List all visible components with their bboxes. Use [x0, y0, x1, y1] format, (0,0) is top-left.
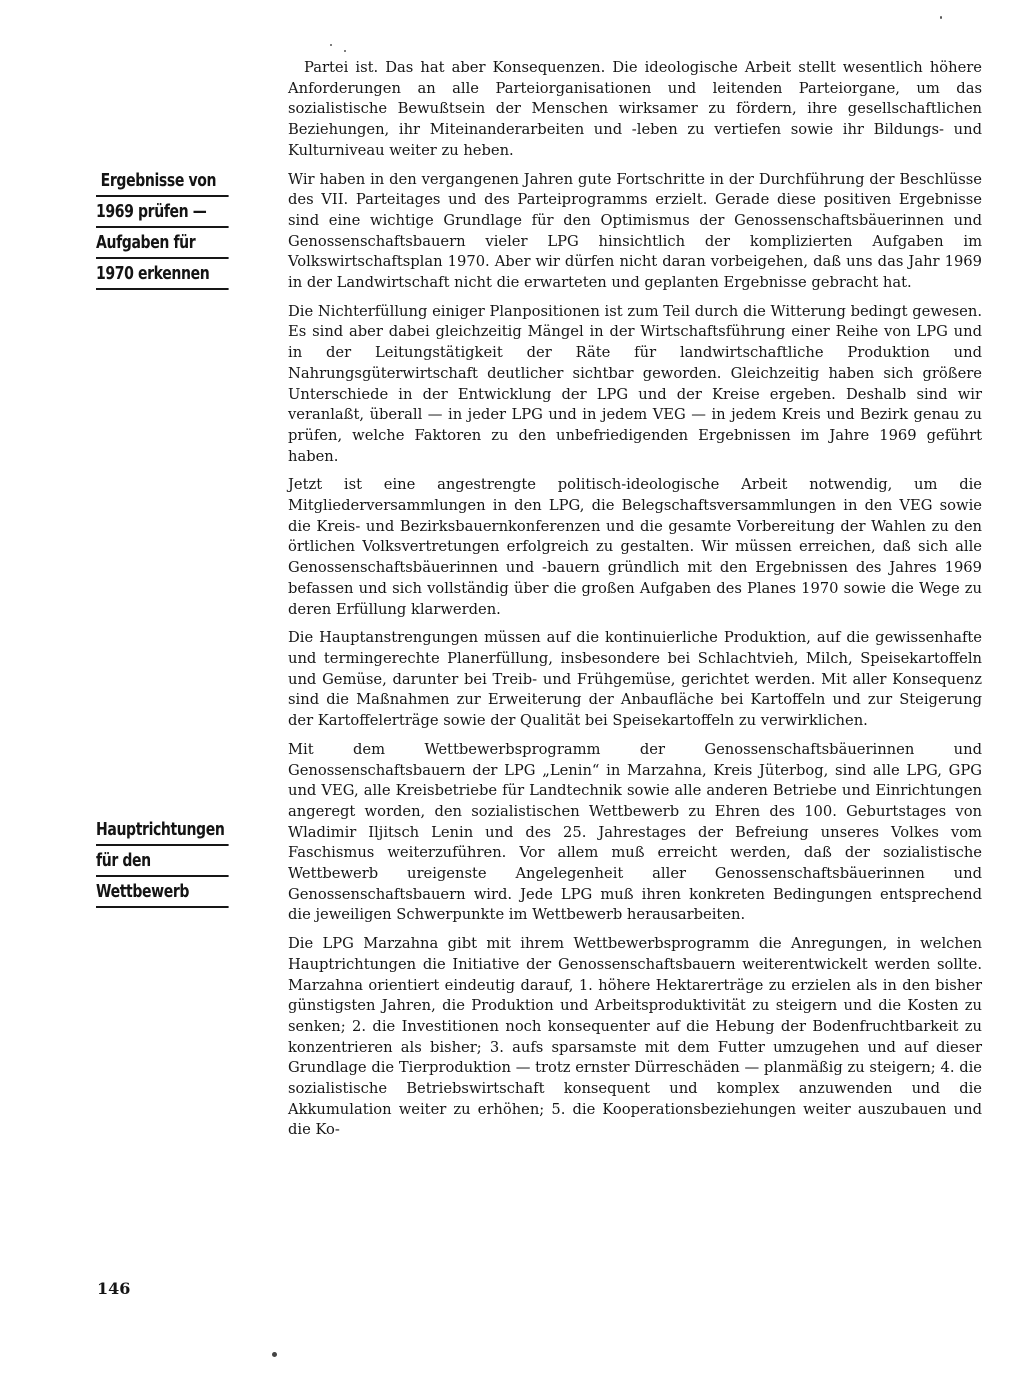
heading-line: Hauptrichtungen [96, 819, 229, 846]
paragraph: Partei ist. Das hat aber Konsequenzen. Die ideologische Arbeit stellt wesentlich höhere Anforderungen an alle Parteiorganisationen und leitenden Parteiorgane, um das sozialistische Bewußtsein der Menschen wirksamer zu fördern, ihre gesellschaftlichen Beziehungen, ihr Miteinanderarbeiten und -leben zu vertiefen sowie ihr Bildungs- und Kulturniveau weiter zu heben. [288, 59, 982, 159]
heading-line: Ergebnisse von [96, 170, 229, 197]
paragraph: Mit dem Wettbewerbsprogramm der Genossenschaftsbäuerinnen und Genossenschaftsbauern der LPG „Lenin“ in Marzahna, Kreis Jüterbog, sind alle LPG, GPG und VEG, alle Kreisbetriebe für Landtechnik sowie alle anderen Betriebe und Einrichtungen angeregt worden, den sozialistischen Wettbewerb zu Ehren des 100. Geburtstages von Wladimir Iljitsch Lenin und des 25. Jahrestages der Befreiung unseres Volkes vom Faschismus weiterzuführen. Vor allem muß erreicht werden, daß der sozialistische Wettbewerb ureigenste Angelegenheit aller Genossenschaftsbäuerinnen und Genossenschaftsbauern wird. Jede LPG muß ihren konkreten Bedingungen entsprechend die jeweiligen Schwerpunkte im Wettbewerb herausarbeiten. [288, 740, 982, 924]
margin-heading-results-1969 [96, 170, 229, 294]
margin-heading-competition [96, 819, 229, 912]
heading-line: 1969 prüfen — [96, 201, 229, 228]
scan-speck [344, 50, 346, 52]
scan-speck [940, 16, 942, 19]
heading-line: Wettbewerb [96, 881, 229, 908]
paragraph: Die Hauptanstrengungen müssen auf die kontinuierliche Produktion, auf die gewissenhafte und termingerechte Planerfüllung, insbesondere bei Schlachtvieh, Milch, Speisekartoffeln und Gemüse, darunter bei Treib- und Frühgemüse, gerichtet werden. Mit aller Konsequenz sind die Maßnahmen zur Erweiterung der Anbaufläche bei Kartoffeln und zur Steigerung der Kartoffelerträge sowie der Qualität bei Speisekartoffeln zu verwirklichen. [288, 629, 982, 730]
paragraph: Jetzt ist eine angestrengte politisch-ideologische Arbeit notwendig, um die Mitgliederversammlungen in den LPG, die Belegschaftsversammlungen in den VEG sowie die Kreis- und Bezirksbauernkonferenzen und die gesamte Vorbereitung der Wahlen zu den örtlichen Volksvertretungen erfolgreich zu gestalten. Wir müssen erreichen, daß sich alle Genossenschaftsbäuerinnen und -bauern gründlich mit den Ergebnissen des Jahres 1969 befassen und sich vollständig über die großen Aufgaben des Planes 1970 sowie die Wege zu deren Erfüllung klarwerden. [288, 476, 982, 618]
heading-line: Aufgaben für [96, 232, 229, 259]
paragraph: Die LPG Marzahna gibt mit ihrem Wettbewerbsprogramm die Anregungen, in welchen Hauptrichtungen die Initiative der Genossenschaftsbauern weiterentwickelt werden sollte. Marzahna orientiert eindeutig darauf, 1. höhere Hektarerträge zu erzielen als in den bisher günstigsten Jahren, die Produktion und Arbeitsproduktivität zu steigern und die Kosten zu senken; 2. die Investitionen noch konsequenter auf die Hebung der Bodenfruchtbarkeit zu konzentrieren als bisher; 3. aufs sparsamste mit dem Futter umzugehen und auf dieser Grundlage die Tierproduktion — trotz ernster Dürreschäden — planmäßig zu steigern; 4. die sozialistische Betriebswirtschaft konsequent und komplex anzuwenden und die Akkumulation weiter zu erhöhen; 5. die Kooperationsbeziehungen weiter auszubauen und die Ko- [288, 935, 982, 1139]
page-number: 146 [97, 1279, 131, 1298]
scan-speck [272, 1352, 277, 1357]
body-text-column [288, 58, 982, 1149]
paragraph: Wir haben in den vergangenen Jahren gute Fortschritte in der Durchführung der Beschlüsse des VII. Parteitages und des Parteiprogramms erzielt. Gerade diese positiven Ergebnisse sind eine wichtige Grundlage für den Optimismus der Genossenschaftsbäuerinnen und Genossenschaftsbauern vieler LPG hinsichtlich der komplizierten Aufgaben im Volkswirtschaftsplan 1970. Aber wir dürfen nicht daran vorbeigehen, daß uns das Jahr 1969 in der Landwirtschaft nicht die erwarteten und geplanten Ergebnisse gebracht hat. [288, 170, 982, 292]
paragraph: Die Nichterfüllung einiger Planpositionen ist zum Teil durch die Witterung bedingt gewesen. Es sind aber dabei gleichzeitig Mängel in der Wirtschaftsführung einer Reihe von LPG und in der Leitungstätigkeit der Räte für landwirtschaftliche Produktion und Nahrungsgüterwirtschaft deutlicher sichtbar geworden. Gleichzeitig haben sich größere Unterschiede in der Entwicklung der LPG und der Kreise ergeben. Deshalb sind wir veranlaßt, überall — in jeder LPG und in jedem VEG — in jedem Kreis und Bezirk genau zu prüfen, welche Faktoren zu den unbefriedigenden Ergebnissen im Jahre 1969 geführt haben. [288, 302, 982, 465]
heading-line: für den [96, 850, 229, 877]
heading-line: 1970 erkennen [96, 263, 229, 290]
scan-speck [330, 44, 332, 46]
